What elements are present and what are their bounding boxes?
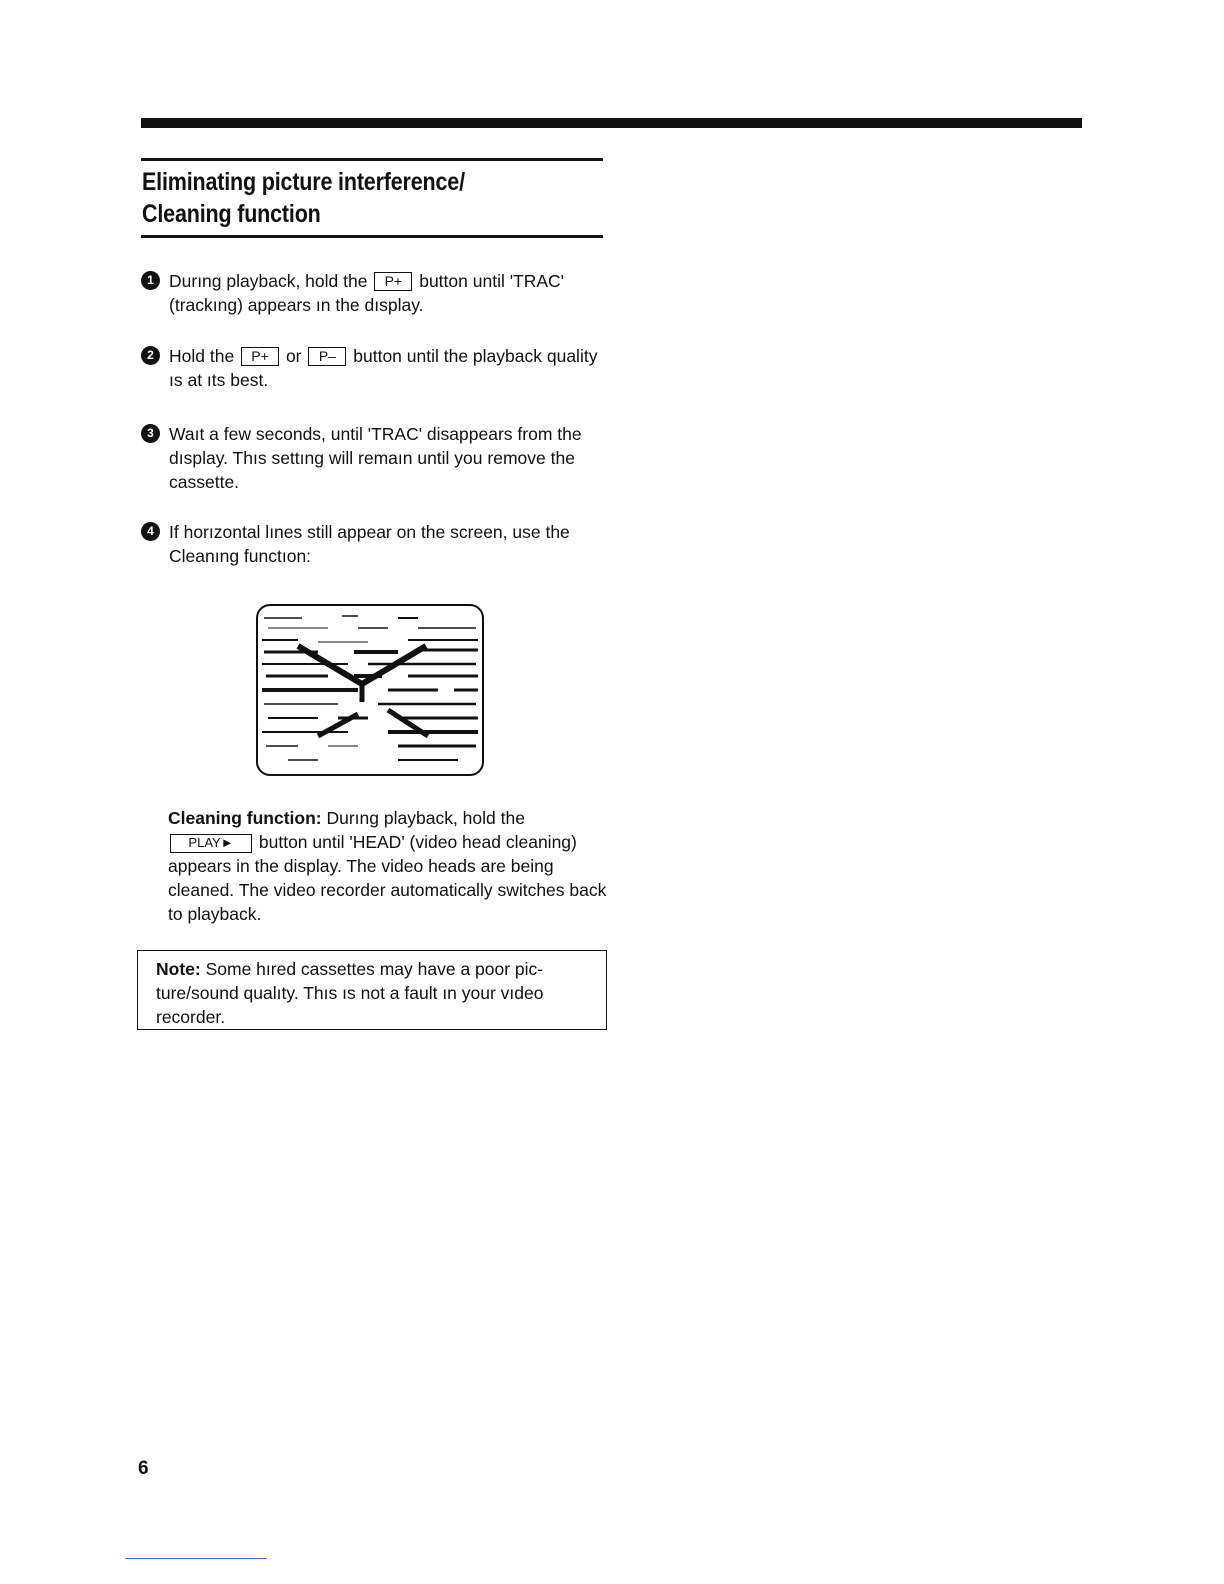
step-2-text <box>169 344 611 392</box>
step-number-1: 1 <box>141 271 160 290</box>
cleaning-text-b: button until 'HEAD' (video head cleaning) appears in the display. The video heads are being cleaned. The video recorder automatically switches back to playback. <box>168 832 607 924</box>
interference-lines-graphic <box>258 606 482 774</box>
cleaning-function-label: Cleaning function: <box>168 808 322 828</box>
step-2 <box>141 344 611 392</box>
step-2-text-or: or <box>285 346 302 366</box>
step-1-text <box>169 269 611 317</box>
step-2-text-b: button until the playback quality <box>353 346 598 366</box>
step-2-text-c: ıs at ıts best. <box>169 370 269 390</box>
p-plus-key: P+ <box>241 347 279 366</box>
step-4 <box>141 520 591 568</box>
p-minus-key: P– <box>308 347 346 366</box>
page-number: 6 <box>138 1458 149 1479</box>
p-plus-key: P+ <box>374 272 412 291</box>
play-key: PLAY► <box>170 834 252 853</box>
step-1 <box>141 269 611 317</box>
note-label: Note: <box>156 959 201 979</box>
note-box <box>137 950 607 1030</box>
step-1-text-a: Durıng playback, hold the <box>169 271 368 291</box>
step-2-text-a: Hold the <box>169 346 235 366</box>
step-1-text-b: button until 'TRAC' <box>419 271 565 291</box>
step-number-2: 2 <box>141 346 160 365</box>
step-3 <box>141 422 591 494</box>
cleaning-text-a: Durıng playback, hold the <box>326 808 525 828</box>
top-rule <box>141 118 1082 128</box>
step-4-text: If horızontal lınes still appear on the screen, use the Cleanıng functıon: <box>169 522 570 566</box>
step-1-text-c: (trackıng) appears ın the dısplay. <box>169 295 424 315</box>
title-rule-top <box>141 158 603 161</box>
section-title <box>142 166 538 230</box>
step-number-4: 4 <box>141 522 160 541</box>
step-number-3: 3 <box>141 424 160 443</box>
title-line-1: Eliminating picture interference/ <box>142 168 465 196</box>
tv-interference-illustration <box>256 604 484 776</box>
cleaning-function-paragraph <box>168 806 608 926</box>
footer-rule <box>125 1558 267 1559</box>
note-text: Some hıred cassettes may have a poor pic-ture/sound qualıty. Thıs ıs not a fault ın your vıdeo recorder. <box>156 959 544 1027</box>
title-rule-bottom <box>141 235 603 238</box>
title-line-2: Cleaning function <box>142 200 321 228</box>
step-3-text: Waıt a few seconds, until 'TRAC' disappears from the dısplay. Thıs settıng will remaın until you remove the cassette. <box>169 424 582 492</box>
